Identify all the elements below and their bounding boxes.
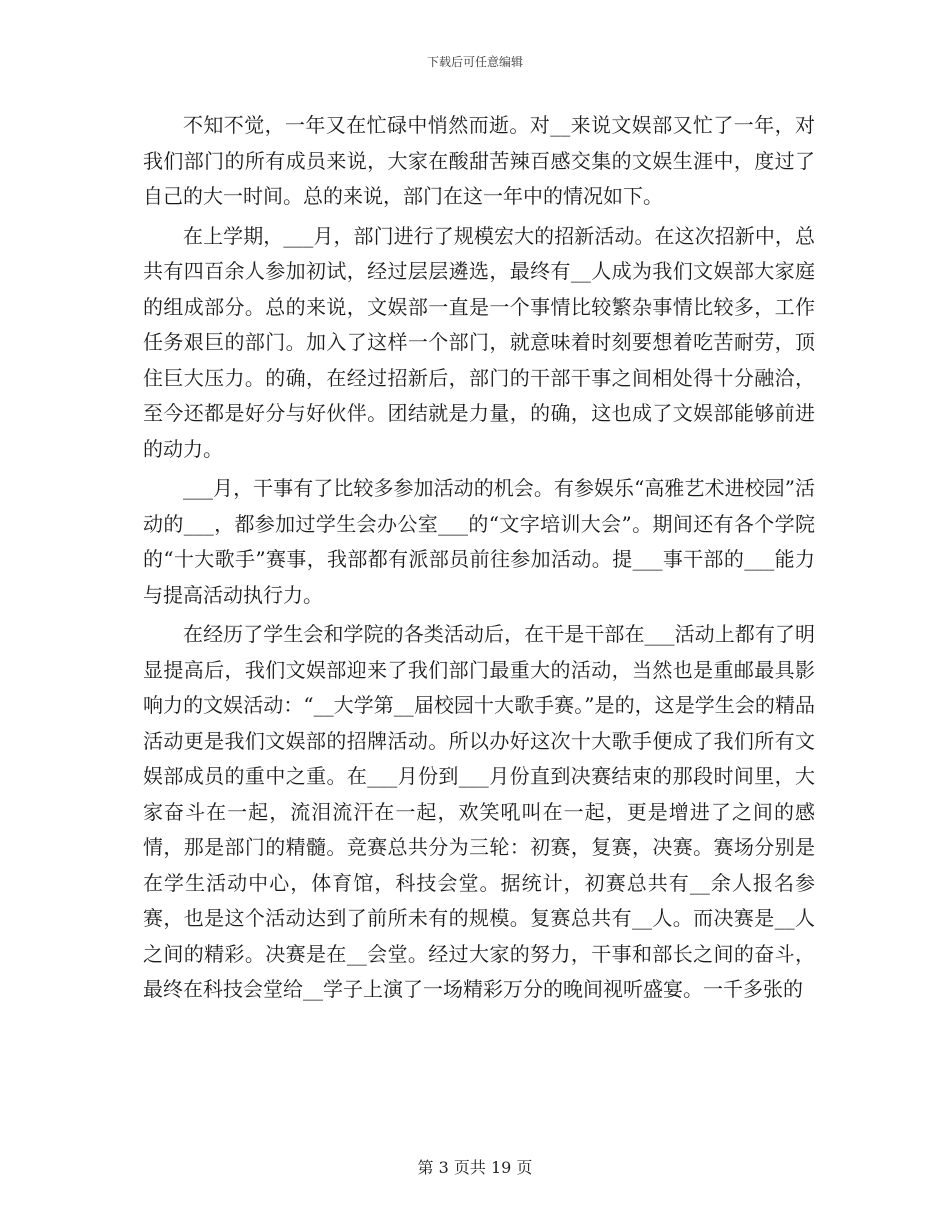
page-header: 下载后可任意编辑: [426, 55, 523, 69]
paragraph-2: 在上学期，___月，部门进行了规模宏大的招新活动。在这次招新中，总共有四百余人参加初试，经过层层遴选，最终有__人成为我们文娱部大家庭的组成部分。总的来说，文娱部一直是一个事情比较繁杂事情比较多，工作任务艰巨的部门。加入了这样一个部门，就意味着时刻要想着吃苦耐劳，顶住巨大压力。的确，在经过招新后，部门的干部干事之间相处得十分融洽，至今还都是好分与好伙伴。团结就是力量，的确，这也成了文娱部能够前进的动力。: [143, 223, 815, 461]
document-body: [143, 108, 815, 1012]
paragraph-4: 在经历了学生会和学院的各类活动后，在干是干部在___活动上都有了明显提高后，我们文娱部迎来了我们部门最重大的活动，当然也是重邮最具影响力的文娱活动：“__大学第__届校园十大歌手赛。”是的，这是学生会的精品活动更是我们文娱部的招牌活动。所以办好这次十大歌手便成了我们所有文娱部成员的重中之重。在___月份到___月份直到决赛结束的那段时间里，大家奋斗在一起，流泪流汗在一起，欢笑吼叫在一起，更是增进了之间的感情，那是部门的精髓。竞赛总共分为三轮：初赛，复赛，决赛。赛场分别是在学生活动中心，体育馆，科技会堂。据统计，初赛总共有__余人报名参赛，也是这个活动达到了前所未有的规模。复赛总共有__人。而决赛是__人之间的精彩。决赛是在__会堂。经过大家的努力，干事和部长之间的奋斗，最终在科技会堂给__学子上演了一场精彩万分的晚间视听盛宴。一千多张的: [143, 622, 815, 1001]
paragraph-3: ___月，干事有了比较多参加活动的机会。有参娱乐“高雅艺术进校园”活动的___，都参加过学生会办公室___的“文字培训大会”。期间还有各个学院的“十大歌手”赛事，我部都有派部员前往参加活动。提___事干部的___能力与提高活动执行力。: [143, 476, 815, 607]
paragraph-1: 不知不觉，一年又在忙碌中悄然而逝。对__来说文娱部又忙了一年，对我们部门的所有成员来说，大家在酸甜苦辣百感交集的文娱生涯中，度过了自己的大一时间。总的来说，部门在这一年中的情况如下。: [143, 113, 815, 208]
page-footer: 第 3 页共 19 页: [417, 1158, 533, 1177]
